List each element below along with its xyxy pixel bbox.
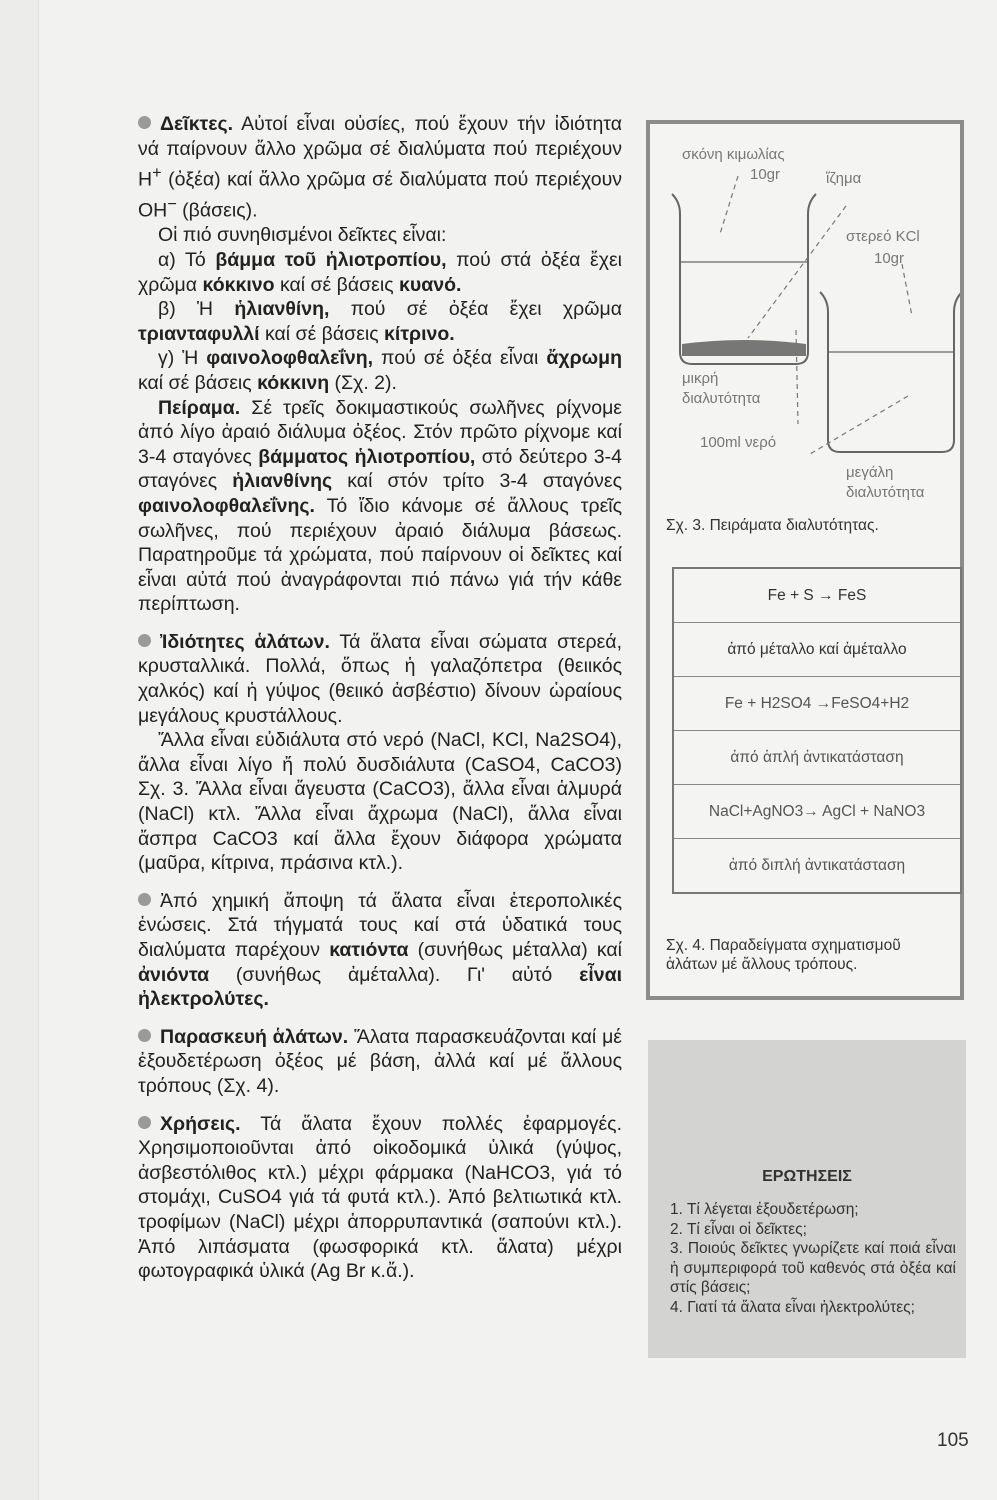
bullet-icon xyxy=(138,1116,151,1129)
table-row: ἀπό διπλή ἀντικατάσταση xyxy=(728,856,906,874)
list-item: 3. Ποιούς δεῖκτες γνωρίζετε καί ποιά εἶναι ἡ συμπεριφορά τοῦ καθενός στά ὀξέα καί στίς βάσεις; xyxy=(670,1240,956,1296)
small-beaker-icon xyxy=(672,194,816,364)
list-item: 1. Τί λέγεται ἐξουδετέρωση; xyxy=(670,1201,859,1218)
figure-4-table xyxy=(672,567,962,894)
figure-3-solubility: σκόνη κιμωλίας 10gr ἵζημα στερεό KCl 10gr μικρή διαλυτότητα 100ml νερό μεγάλη διαλυτότητα xyxy=(650,124,960,524)
table-row: Fe + H2SO4 →FeSO4+H2 xyxy=(674,677,960,731)
page-number: 105 xyxy=(937,1430,969,1451)
table-row: Fe + S → FeS xyxy=(674,569,960,623)
paragraph-solubility: Ἄλλα εἶναι εὐδιάλυτα στό νερό (NaCl, KCl, Na2SO4), ἄλλα εἶναι λίγο ἤ πολύ δυσδιάλυτα (CaSO4, CaCO3) Σχ. 3. Ἄλλα εἶναι ἄγευστα (CaCO3), ἄλλα εἶναι ἁλμυρά (NaCl) κτλ. Ἄλλα εἶναι ἄχρωμα (NaCl), ἄλλα εἶναι ἄσπρα CaCO3 καί ἄλλα ἔχουν διάφορα χρώματα (μαῦρα, κίτρινα, πράσινα κτλ.). xyxy=(138,729,622,875)
table-row: ἀπό μέταλλο καί ἀμέταλλο xyxy=(674,623,960,677)
figure-4-caption: Σχ. 4. Παραδείγματα σχηματισμοῦ ἁλάτων μέ ἄλλους τρόπους. xyxy=(666,937,901,973)
paragraph-indicators: Δεῖκτες. Αὐτοί εἶναι οὐσίες, πού ἔχουν τήν ἰδιότητα νά παίρνουν ἄλλο χρῶμα σέ διαλύματα πού περιέχουν H+ (ὀξέα) καί ἄλλο χρῶμα σέ διαλύματα πού περιέχουν OH− (βάσεις). xyxy=(138,113,622,222)
figure-3-caption: Σχ. 3. Πειράματα διαλυτότητας. xyxy=(666,517,879,534)
large-beaker-icon xyxy=(820,292,960,452)
questions-list xyxy=(670,1200,956,1317)
paragraph-common-indicators: Οἱ πιό συνηθισμένοι δεῖκτες εἶναι: xyxy=(158,224,447,247)
indicator-litmus: α) Τό βάμμα τοῦ ἡλιοτροπίου, πού στά ὀξέα ἔχει χρῶμα κόκκινο καί σέ βάσεις κυανό. xyxy=(138,248,622,296)
list-item: 2. Τί εἶναι οἱ δεῖκτες; xyxy=(670,1220,807,1238)
paragraph-salt-preparation: Παρασκευή ἁλάτων. Ἅλατα παρασκευάζονται καί μέ ἐξουδετέρωση ὀξέος μέ βάση, ἀλλά καί μέ ἄλλους τρόπους (Σχ. 4). xyxy=(138,1025,622,1097)
indicator-phenolphthalein: γ) Ἡ φαινολοφθαλεΐνη, πού σέ ὀξέα εἶναι ἄχρωμη καί σέ βάσεις κόκκινη (Σχ. 2). xyxy=(138,347,622,394)
main-text-column xyxy=(138,112,622,1284)
indicator-methyl-orange: β) Ἡ ἡλιανθίνη, πού σέ ὀξέα ἔχει χρῶμα τριανταφυλλί καί σέ βάσεις κίτρινο. xyxy=(138,298,622,345)
paragraph-uses: Χρήσεις. Τά ἅλατα ἔχουν πολλές ἐφαρμογές. Χρησιμοποιοῦνται ἀπό οἰκοδομικά ὑλικά (γύψος, ἀσβεστόλιθος κτλ.) μέχρι φάρμακα (NaHCO3, γιά τό στομάχι, CuSO4 γιά τά φυτά κτλ.). Ἀπό βελτιωτικά κτλ. τροφίμων (NaCl) μέχρι ἀπορρυπαντικά (σαπούνι κτλ.). Ἀπό λιπάσματα (φωσφορικά κτλ. ἅλατα) μέχρι φωτογραφικά ὑλικά (Ag Br κ.ἄ.). xyxy=(138,1112,622,1283)
figure-frame xyxy=(646,120,964,1000)
bullet-icon xyxy=(138,893,151,906)
paragraph-experiment: Πείραμα. Σέ τρεῖς δοκιμαστικούς σωλῆνες ρίχνομε ἀπό λίγο ἀραιό διάλυμα ὀξέος. Στόν πρῶτο ρίχνομε καί 3-4 σταγόνες βάμματος ἡλιοτροπίου, στό δεύτερο 3-4 σταγόνες ἡλιανθίνης καί στόν τρίτο 3-4 σταγόνες φαινολοφθαλεΐνης. Τό ἴδιο κάνομε σέ ἄλλους τρεῖς σωλῆνες, πού περιέχουν ἀραιό διάλυμα βάσεως. Παρατηροῦμε τά χρώματα, πού παίρνουν οἱ δεῖκτες καί εἶναι αὐτά πού ἀναγράφονται πιό πάνω γιά τήν κάθε περίπτωση. xyxy=(138,396,622,616)
paragraph-salt-properties: Ἰδιότητες ἁλάτων. Τά ἅλατα εἶναι σώματα στερεά, κρυσταλλικά. Πολλά, ὅπως ἡ γαλαζόπετρα (θειικός χαλκός) καί ἡ γύψος (θειικό ἀσβέστιο) δίνουν ὡραίους μεγάλους κρυστάλλους. xyxy=(138,630,622,727)
list-item: 4. Γιατί τά ἅλατα εἶναι ἠλεκτρολύτες; xyxy=(670,1298,915,1316)
beakers-illustration xyxy=(650,124,960,524)
questions-box xyxy=(648,1040,966,1358)
page-edge xyxy=(0,0,39,1500)
bullet-icon xyxy=(138,1029,151,1042)
paragraph-chemical-view: Ἀπό χημική ἄποψη τά ἅλατα εἶναι ἑτεροπολικές ἑνώσεις. Στά τήγματά τους καί στά ὑδατικά τους διαλύματα παρέχουν κατιόντα (συνήθως μέταλλα) καί ἀνιόντα (συνήθως ἀμέταλλα). Γι' αὐτό εἶναι ἠλεκτρολύτες. xyxy=(138,889,622,1011)
questions-title: ΕΡΩΤΗΣΕΙΣ xyxy=(762,1168,852,1185)
bullet-icon xyxy=(138,116,151,129)
table-row: NaCl+AgNO3→ AgCl + NaNO3 xyxy=(674,785,960,839)
bullet-icon xyxy=(138,634,151,647)
table-row: ἀπό ἁπλή ἀντικατάσταση xyxy=(674,731,960,785)
sediment-icon xyxy=(682,340,806,356)
